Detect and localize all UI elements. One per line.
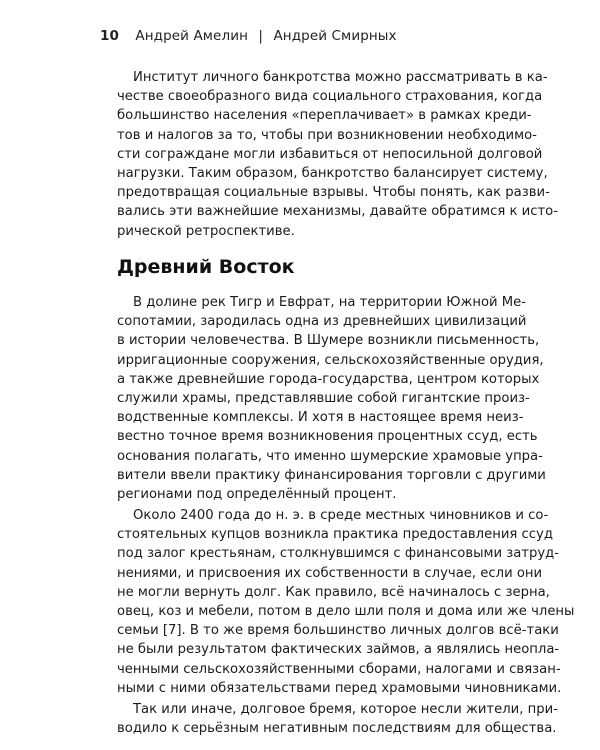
text-line: регионами под определённый процент. bbox=[117, 486, 397, 502]
text-line: тов и налогов за то, чтобы при возникновении необходимо- bbox=[117, 127, 537, 143]
text-line: овец, коз и мебели, потом в дело шли поля и дома или же члены bbox=[117, 603, 575, 619]
paragraph-debts bbox=[117, 506, 575, 698]
text-line: под залог крестьянам, столкнувшимся с финансовыми затруд- bbox=[117, 546, 560, 562]
text-line: нениями, и присвоения их собственности в случае, если они bbox=[117, 565, 543, 581]
text-line: рической ретроспективе. bbox=[117, 223, 295, 239]
text-line: а также древнейшие города-государства, центром которых bbox=[117, 371, 540, 387]
text-line: Институт личного банкротства можно рассматривать в ка- bbox=[133, 70, 548, 85]
text-line: ченными сельскохозяйственными сборами, налогами и связан- bbox=[117, 661, 561, 677]
text-line: вались эти важнейшие механизмы, давайте обратимся к исто- bbox=[117, 204, 558, 220]
running-header bbox=[100, 28, 397, 44]
paragraph-consequences bbox=[117, 700, 558, 738]
text-line: не были результатом фактических займов, а являлись неопла- bbox=[117, 642, 560, 658]
text-line: сти сограждане могли избавиться от непосильной долговой bbox=[117, 146, 543, 162]
text-line: Около 2400 года до н. э. в среде местных чиновников и со- bbox=[133, 508, 549, 523]
text-line: Так или иначе, долговое бремя, которое несли жители, при- bbox=[133, 702, 558, 717]
text-line: ирригационные сооружения, сельскохозяйственные орудия, bbox=[117, 352, 544, 368]
section-heading: Древний Восток bbox=[117, 256, 295, 278]
paragraph-sumer bbox=[117, 293, 546, 504]
text-line: служили храмы, представлявшие собой гигантские произ- bbox=[117, 390, 530, 406]
text-line: вители ввели практику финансирования торговли с другими bbox=[117, 467, 546, 483]
text-line: сопотамии, зародилась одна из древнейших цивилизаций bbox=[117, 314, 527, 330]
text-line: большинство населения «переплачивает» в рамках креди- bbox=[117, 108, 532, 124]
page-number: 10 bbox=[100, 28, 119, 44]
text-line: семьи [7]. В то же время большинство личных долгов всё-таки bbox=[117, 623, 559, 639]
header-separator: | bbox=[258, 28, 264, 44]
text-line: предотвращая социальные взрывы. Чтобы понять, как разви- bbox=[117, 185, 550, 201]
text-line: ными с ними обязательствами перед храмовыми чиновниками. bbox=[117, 680, 562, 696]
text-line: основания полагать, что именно шумерские храмовые упра- bbox=[117, 448, 543, 464]
text-line: В долине рек Тигр и Евфрат, на территории Южной Ме- bbox=[133, 295, 527, 310]
text-line: нагрузки. Таким образом, банкротство балансирует систему, bbox=[117, 165, 548, 181]
text-line: вестно точное время возникновения процентных ссуд, есть bbox=[117, 429, 538, 445]
paragraph-intro bbox=[117, 68, 558, 241]
author-name-1: Андрей Амелин bbox=[135, 28, 248, 44]
text-line: не могли вернуть долг. Как правило, всё начиналось с зерна, bbox=[117, 584, 550, 600]
text-line: честве своеобразного вида социального страхования, когда bbox=[117, 89, 543, 105]
text-line: водило к серьёзным негативным последствиям для общества. bbox=[117, 721, 557, 737]
author-name-2: Андрей Смирных bbox=[273, 28, 397, 44]
text-line: водственные комплексы. И хотя в настоящее время неиз- bbox=[117, 410, 524, 426]
text-line: в истории человечества. В Шумере возникли письменность, bbox=[117, 333, 540, 349]
text-line: стоятельных купцов возникла практика предоставления ссуд bbox=[117, 527, 553, 543]
